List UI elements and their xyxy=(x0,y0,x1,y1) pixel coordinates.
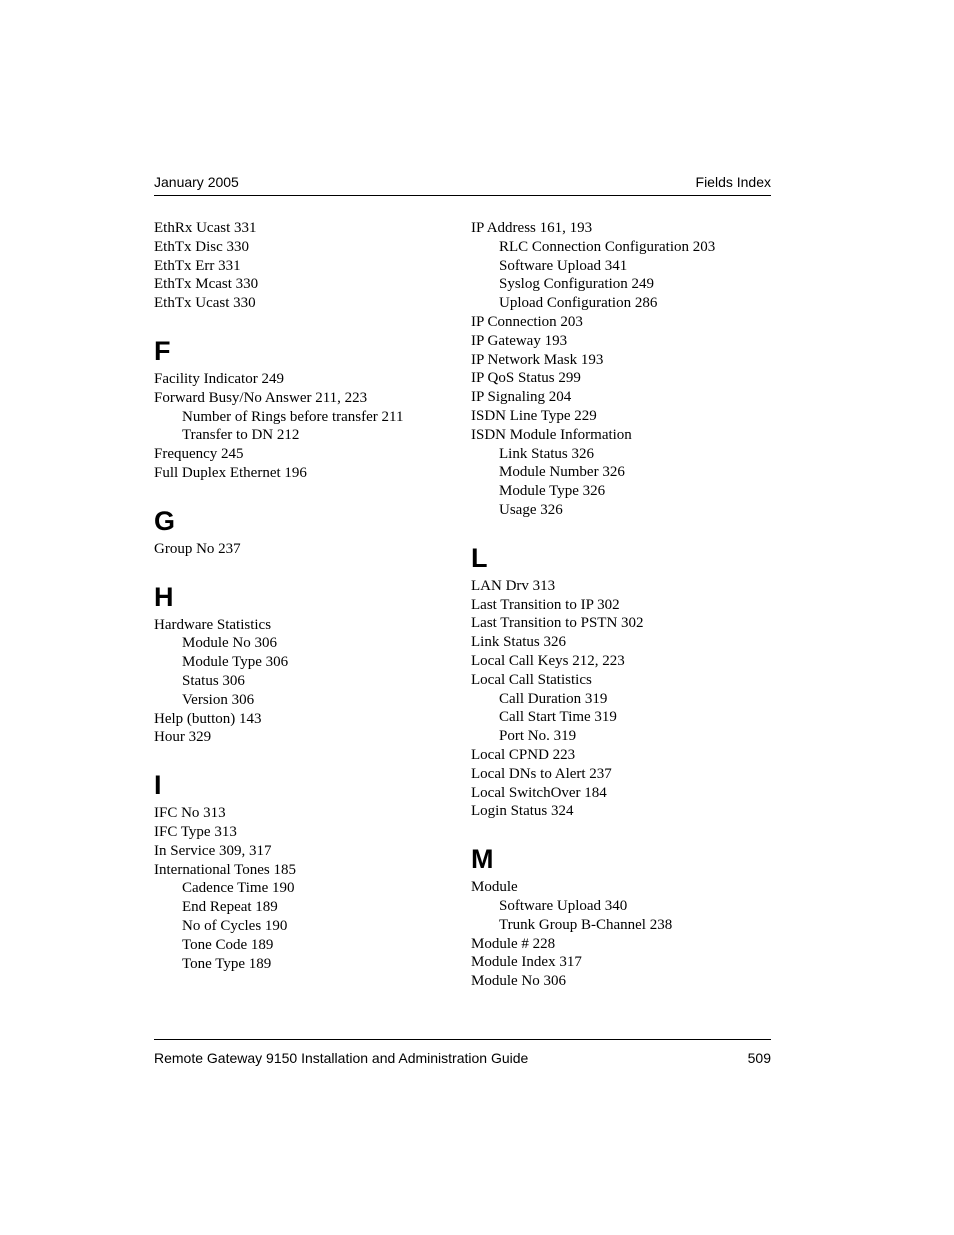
index-entry: EthTx Ucast 330 xyxy=(154,295,256,312)
index-group-i xyxy=(154,804,454,973)
index-group-m xyxy=(471,878,771,991)
page-number: 509 xyxy=(747,1050,771,1066)
index-subentry: Syslog Configuration 249 xyxy=(499,276,655,293)
index-subentry: RLC Connection Configuration 203 xyxy=(499,238,716,255)
index-entry: Local SwitchOver 184 xyxy=(471,784,607,801)
index-entry: Frequency 245 xyxy=(154,446,244,463)
index-entry: Local CPND 223 xyxy=(471,746,576,763)
page-header xyxy=(154,174,771,196)
header-section-title: Fields Index xyxy=(695,174,771,190)
index-entry: ISDN Line Type 229 xyxy=(471,407,597,424)
index-subentry: Module Type 306 xyxy=(182,654,289,671)
index-entry: LAN Drv 313 xyxy=(471,577,556,594)
index-group-h xyxy=(154,616,454,748)
header-date: January 2005 xyxy=(154,174,239,190)
index-subentry: Port No. 319 xyxy=(499,728,577,745)
index-subentry: Module No 306 xyxy=(182,635,277,652)
index-subentry: Link Status 326 xyxy=(499,445,595,462)
index-entry: Local DNs to Alert 237 xyxy=(471,765,612,782)
index-entry: International Tones 185 xyxy=(154,861,296,878)
index-entry: Login Status 324 xyxy=(471,803,574,820)
index-entry: Group No 237 xyxy=(154,540,241,557)
index-entry: Module # 228 xyxy=(471,935,556,952)
index-letter-h: H xyxy=(154,581,174,612)
index-entry: IP Connection 203 xyxy=(471,313,583,330)
index-subentry: Transfer to DN 212 xyxy=(182,427,300,444)
index-subentry: Call Start Time 319 xyxy=(499,709,617,726)
index-subentry: Number of Rings before transfer 211 xyxy=(182,408,404,425)
index-entry: EthTx Mcast 330 xyxy=(154,276,259,293)
index-entry: Local Call Keys 212, 223 xyxy=(471,652,625,669)
index-group-l xyxy=(471,577,771,821)
index-entry: ISDN Module Information xyxy=(471,426,632,443)
index-subentry: Module Type 326 xyxy=(499,483,606,500)
index-group-f xyxy=(154,370,454,483)
index-entry: Help (button) 143 xyxy=(154,710,262,727)
index-subentry: Call Duration 319 xyxy=(499,690,608,707)
index-entry: Last Transition to PSTN 302 xyxy=(471,615,644,632)
index-letter-f: F xyxy=(154,335,171,366)
index-entry: In Service 309, 317 xyxy=(154,842,272,859)
index-subentry: Cadence Time 190 xyxy=(182,880,295,897)
index-entry: EthTx Disc 330 xyxy=(154,238,249,255)
index-entry: Hour 329 xyxy=(154,729,212,746)
index-entry: Module No 306 xyxy=(471,973,566,990)
index-entry: Link Status 326 xyxy=(471,634,567,651)
index-entry: Forward Busy/No Answer 211, 223 xyxy=(154,389,368,406)
index-entry: IP Address 161, 193 xyxy=(471,220,593,236)
index-entry: IFC Type 313 xyxy=(154,823,237,840)
index-letter-m: M xyxy=(471,844,494,875)
index-subentry: Tone Code 189 xyxy=(182,936,274,953)
index-entry: EthTx Err 331 xyxy=(154,257,241,274)
index-entry: Local Call Statistics xyxy=(471,671,592,688)
index-entry: Hardware Statistics xyxy=(154,616,272,633)
index-entry: Facility Indicator 249 xyxy=(154,370,284,387)
index-entry: Full Duplex Ethernet 196 xyxy=(154,464,307,481)
index-entry: Last Transition to IP 302 xyxy=(471,596,620,613)
index-subentry: Trunk Group B-Channel 238 xyxy=(499,916,673,933)
index-column-right xyxy=(471,219,771,991)
index-letter-g: G xyxy=(154,505,176,536)
index-subentry: Software Upload 340 xyxy=(499,897,628,914)
index-letter-i: I xyxy=(154,770,162,801)
index-group-g xyxy=(154,540,454,559)
footer-document-title: Remote Gateway 9150 Installation and Administration Guide xyxy=(154,1050,529,1066)
index-entry: EthRx Ucast 331 xyxy=(154,220,257,236)
index-subentry: Module Number 326 xyxy=(499,464,625,481)
index-subentry: End Repeat 189 xyxy=(182,899,278,916)
index-subentry: Software Upload 341 xyxy=(499,257,628,274)
index-subentry: Version 306 xyxy=(182,691,255,708)
index-entry: IP Gateway 193 xyxy=(471,332,568,349)
index-subentry: Tone Type 189 xyxy=(182,955,272,972)
index-letter-l: L xyxy=(471,542,488,573)
index-entry: Module Index 317 xyxy=(471,954,582,971)
index-entry: IFC No 313 xyxy=(154,805,226,822)
index-subentry: Status 306 xyxy=(182,672,245,689)
index-column-left xyxy=(154,219,454,973)
index-entry: Module xyxy=(471,879,518,896)
index-subentry: No of Cycles 190 xyxy=(182,917,288,934)
index-group-e xyxy=(154,219,454,313)
index-entry: IP QoS Status 299 xyxy=(471,370,581,387)
index-entry: IP Network Mask 193 xyxy=(471,351,604,368)
index-subentry: Upload Configuration 286 xyxy=(499,295,658,312)
page-footer xyxy=(154,1039,771,1066)
index-entry: IP Signaling 204 xyxy=(471,389,572,406)
index-subentry: Usage 326 xyxy=(499,501,563,518)
index-group-ip xyxy=(471,219,771,520)
